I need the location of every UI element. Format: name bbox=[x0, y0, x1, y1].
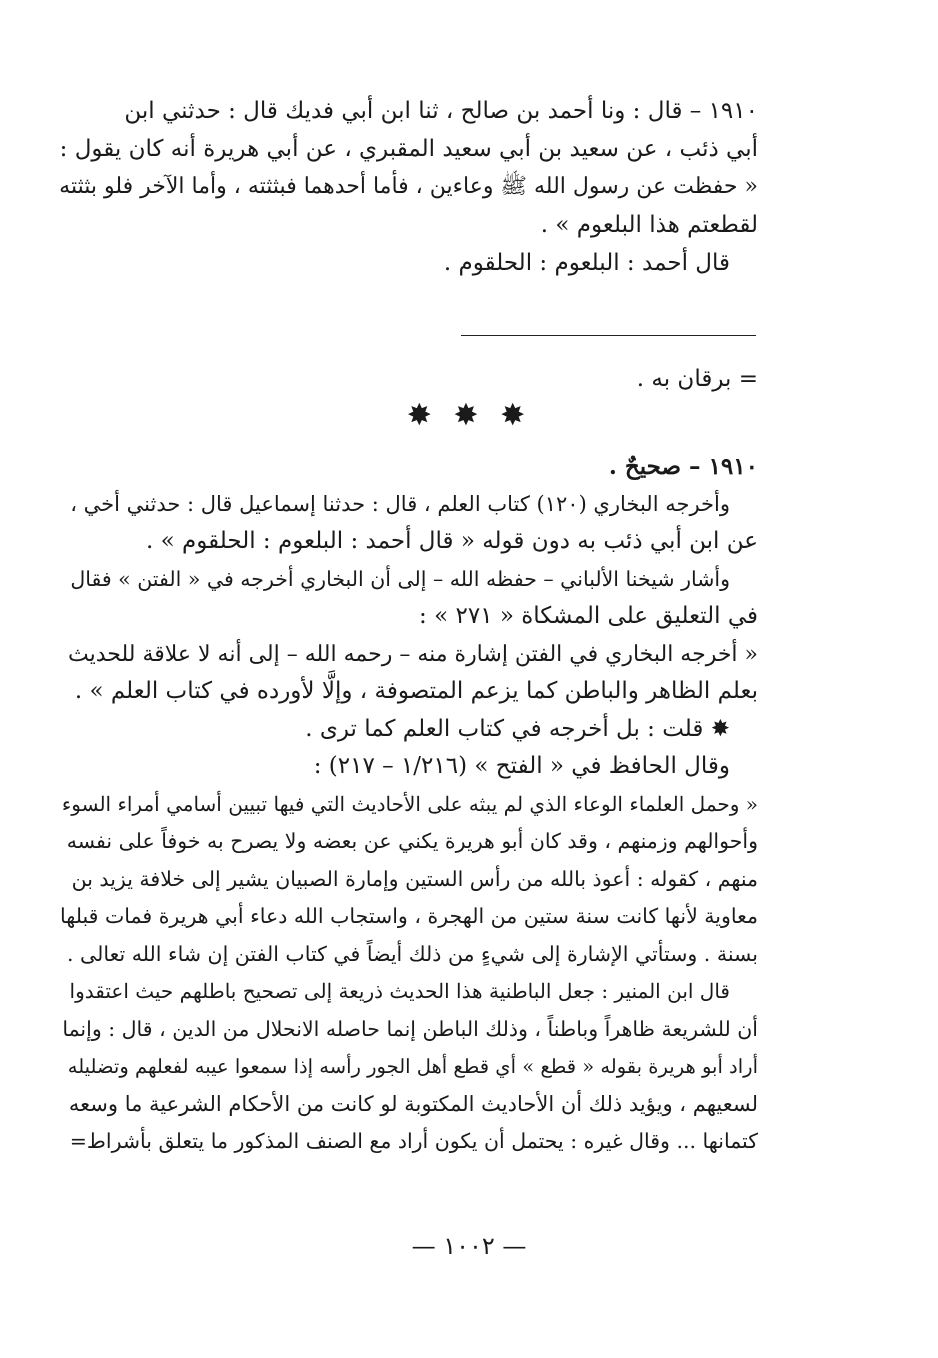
hadith-line: « حفظت عن رسول الله ﷺ وعاءين ، فأما أحدهما فبثثته ، وأما الآخر فلو بثثته bbox=[59, 174, 758, 199]
footnote-text: = برقان به . bbox=[636, 366, 758, 392]
commentary-line: وأخرجه البخاري (١٢٠) كتاب العلم ، قال : حدثنا إسماعيل قال : حدثني أخي ، bbox=[70, 491, 730, 516]
commentary-line: منهم ، كقوله : أعوذ بالله من رأس الستين وإمارة الصبيان يشير إلى خلافة يزيد بن bbox=[71, 866, 758, 891]
commentary-heading: ١٩١٠ – صحيحٌ . bbox=[608, 453, 758, 480]
page-number: — ١٠٠٢ — bbox=[411, 1232, 527, 1260]
commentary-line: وقال الحافظ في « الفتح » (١/٢١٦ – ٢١٧) : bbox=[313, 753, 730, 779]
commentary-line: أن للشريعة ظاهراً وباطناً ، وذلك الباطن إنما حاصله الانحلال من الدين ، قال : وإنما bbox=[62, 1016, 758, 1041]
hadith-line: أبي ذئب ، عن سعيد بن أبي سعيد المقبري ، عن أبي هريرة أنه كان يقول : bbox=[59, 136, 758, 162]
footnote-divider bbox=[461, 335, 756, 336]
commentary-line: معاوية لأنها كانت سنة ستين من الهجرة ، واستجاب الله دعاء أبي هريرة فمات قبلها bbox=[60, 904, 758, 928]
commentary-line: بسنة . وستأتي الإشارة إلى شيءٍ من ذلك أيضاً في كتاب الفتن إن شاء الله تعالى . bbox=[67, 941, 758, 966]
commentary-line: قال ابن المنير : جعل الباطنية هذا الحديث ذريعة إلى تصحيح باطلهم حيث اعتقدوا bbox=[69, 979, 730, 1003]
commentary-line: « وحمل العلماء الوعاء الذي لم يبثه على الأحاديث التي فيها تبيين أسامي أمراء السوء bbox=[61, 791, 758, 816]
commentary-line: ✸ قلت : بل أخرجه في كتاب العلم كما ترى . bbox=[305, 715, 730, 742]
section-ornament: ✸ ✸ ✸ bbox=[406, 398, 532, 433]
commentary-line: وأحوالهم وزمنهم ، وقد كان أبو هريرة يكني عن بعضه ولا يصرح به خوفاً على نفسه bbox=[66, 829, 758, 853]
hadith-line: ١٩١٠ – قال : ونا أحمد بن صالح ، ثنا ابن أبي فديك قال : حدثني ابن bbox=[124, 98, 758, 124]
commentary-line: « أخرجه البخاري في الفتن إشارة منه – رحمه الله – إلى أنه لا علاقة للحديث bbox=[68, 641, 758, 667]
commentary-line: أراد أبو هريرة بقوله « قطع » أي قطع أهل الجور رأسه إذا سمعوا عيبه لفعلهم وتضليله bbox=[67, 1055, 758, 1078]
commentary bbox=[58, 448, 758, 1161]
commentary-line: وأشار شيخنا الألباني – حفظه الله – إلى أن البخاري أخرجه في « الفتن » فقال bbox=[70, 566, 730, 591]
commentary-line: بعلم الظاهر والباطن كما يزعم المتصوفة ، وإلَّا لأورده في كتاب العلم » . bbox=[74, 678, 758, 704]
hadith-line: قال أحمد : البلعوم : الحلقوم . bbox=[443, 250, 730, 276]
commentary-line: في التعليق على المشكاة « ٢٧١ » : bbox=[419, 603, 758, 629]
hadith-line: لقطعتم هذا البلعوم » . bbox=[540, 212, 758, 238]
commentary-line: كتمانها ... وقال غيره : يحتمل أن يكون أراد مع الصنف المذكور ما يتعلق بأشراط= bbox=[69, 1129, 758, 1153]
hadith-text bbox=[58, 92, 758, 282]
commentary-line: لسعيهم ، ويؤيد ذلك أن الأحاديث المكتوبة لو كانت من الأحكام الشرعية ما وسعه bbox=[68, 1091, 758, 1116]
footnote bbox=[58, 360, 758, 398]
commentary-line: عن ابن أبي ذئب به دون قوله « قال أحمد : البلعوم : الحلقوم » . bbox=[145, 528, 758, 554]
